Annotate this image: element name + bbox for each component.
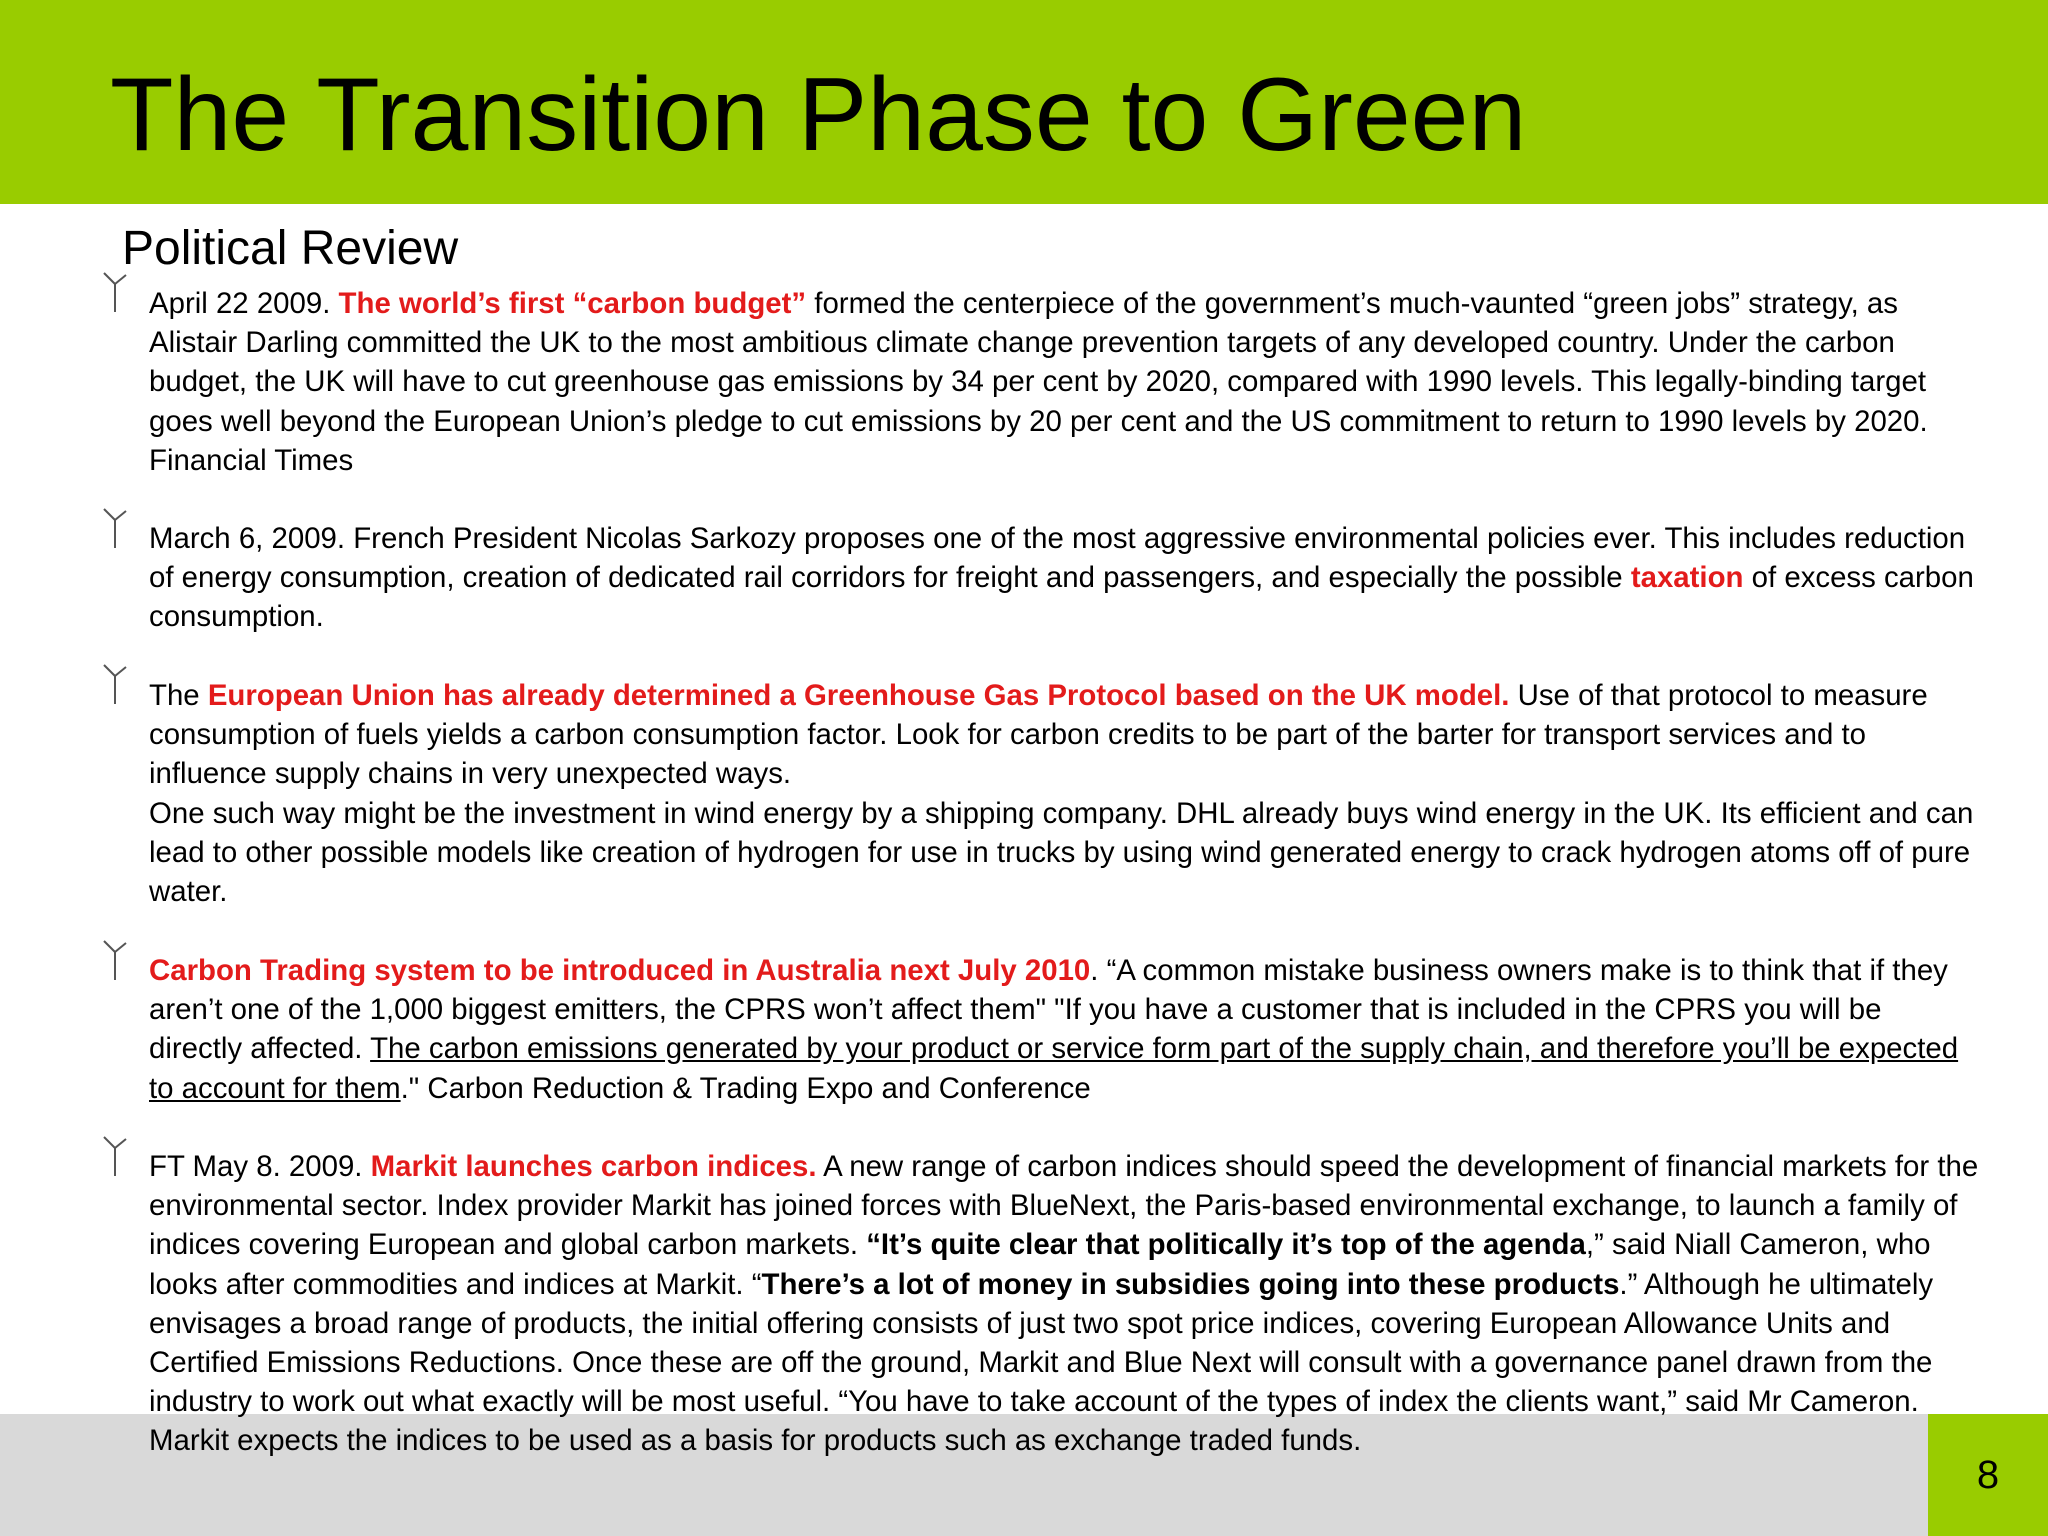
bullet-5-highlight: Markit launches carbon indices. — [370, 1150, 817, 1183]
bullet-5-date: FT May 8. 2009. — [149, 1150, 371, 1183]
bullet-4-underlined: The carbon emissions generated by your product or service form part of the supply chain, and therefore you’ll be expected to account for them — [149, 1032, 1959, 1105]
wind-turbine-bullet-icon — [98, 1134, 132, 1178]
wind-turbine-bullet-icon — [98, 938, 132, 982]
bullet-5-attribution: ,” said Niall Cameron, who looks after commodities and indices at Markit. “ — [149, 1228, 1931, 1301]
bullet-2-highlight: taxation — [1630, 561, 1744, 595]
bullet-markit-indices — [149, 1147, 1979, 1461]
wind-turbine-bullet-icon — [98, 662, 132, 706]
bullet-eu-protocol — [149, 676, 1979, 911]
bullet-2-tail: of excess carbon consumption. — [149, 561, 1974, 634]
slide-title: The Transition Phase to Green — [110, 57, 1527, 173]
bullet-4-source: ." Carbon Reduction & Trading Expo and Conference — [400, 1071, 1091, 1105]
bullet-australia-carbon-trading — [149, 951, 1979, 1108]
bullet-1-body: formed the centerpiece of the government’s much-vaunted “green jobs” strategy, as Alistair Darling committed the UK to the most ambitious climate change prevention targets of any developed country. Under the carbon budget, the UK will have to cut greenhouse gas emissions by 34 per cent by 2020, compared with 1990 levels. This legally-binding target goes well beyond the European Union’s pledge to cut emissions by 20 per cent and the US commitment to return to 1990 levels by 2020. Financial Times — [149, 287, 1928, 477]
bullet-4-highlight: Carbon Trading system to be introduced in Australia next July 2010 — [149, 954, 1091, 987]
bullet-3-body: Use of that protocol to measure consumption of fuels yields a carbon consumption factor. Look for carbon credits to be part of the barter for transport services and to influence supply chains in very unexpected ways. — [149, 679, 1928, 791]
wind-turbine-bullet-icon — [98, 506, 132, 550]
bullet-5-quote-1: “It’s quite clear that politically it’s top of the agenda — [866, 1228, 1586, 1262]
page-number: 8 — [1976, 1452, 2000, 1497]
bullet-5-quote-2: There’s a lot of money in subsidies going into these products — [761, 1267, 1620, 1301]
bullet-3-continuation: One such way might be the investment in wind energy by a shipping company. DHL already buys wind energy in the UK. Its efficient and can lead to other possible models like creation of hydrogen for use in trucks by using wind generated energy to crack hydrogen atoms off of pure water. — [149, 796, 1974, 909]
bullet-1-highlight: The world’s first “carbon budget” — [338, 287, 807, 320]
bullet-carbon-budget — [149, 284, 1979, 480]
bullet-2-body: March 6, 2009. French President Nicolas Sarkozy proposes one of the most aggressive environmental policies ever. This includes reduction of energy consumption, creation of dedicated rail corridors for freight and passengers, and especially the possible — [149, 522, 1966, 595]
section-heading: Political Review — [122, 222, 459, 275]
bullet-5-tail: .” Although he ultimately envisages a broad range of products, the initial offering consists of just two spot price indices, covering European Allowance Units and Certified Emissions Reductions. Once these are off the ground, Markit and Blue Next will consult with a governance panel drawn from the industry to work out what exactly will be most useful. “You have to take account of the types of index the clients want,” said Mr Cameron. Markit expects the indices to be used as a basis for products such as exchange traded funds. — [149, 1267, 1934, 1458]
bullet-sarkozy-policy — [149, 519, 1979, 637]
bullet-3-lead: The — [149, 679, 208, 712]
bullet-3-highlight: European Union has already determined a Greenhouse Gas Protocol based on the UK model. — [207, 679, 1510, 712]
bullet-5-body: A new range of carbon indices should speed the development of financial markets for the environmental sector. Index provider Markit has joined forces with BlueNext, the Paris-based environmental exchange, to launch a family of indices covering European and global carbon markets. — [149, 1150, 1979, 1262]
bullet-1-date: April 22 2009. — [149, 287, 339, 320]
wind-turbine-bullet-icon — [98, 270, 132, 314]
bullet-4-body: . “A common mistake business owners make is to think that if they aren’t one of the 1,000 biggest emitters, the CPRS won’t affect them" "If you have a customer that is included in the CPRS you will be directly affected. — [149, 954, 1948, 1066]
